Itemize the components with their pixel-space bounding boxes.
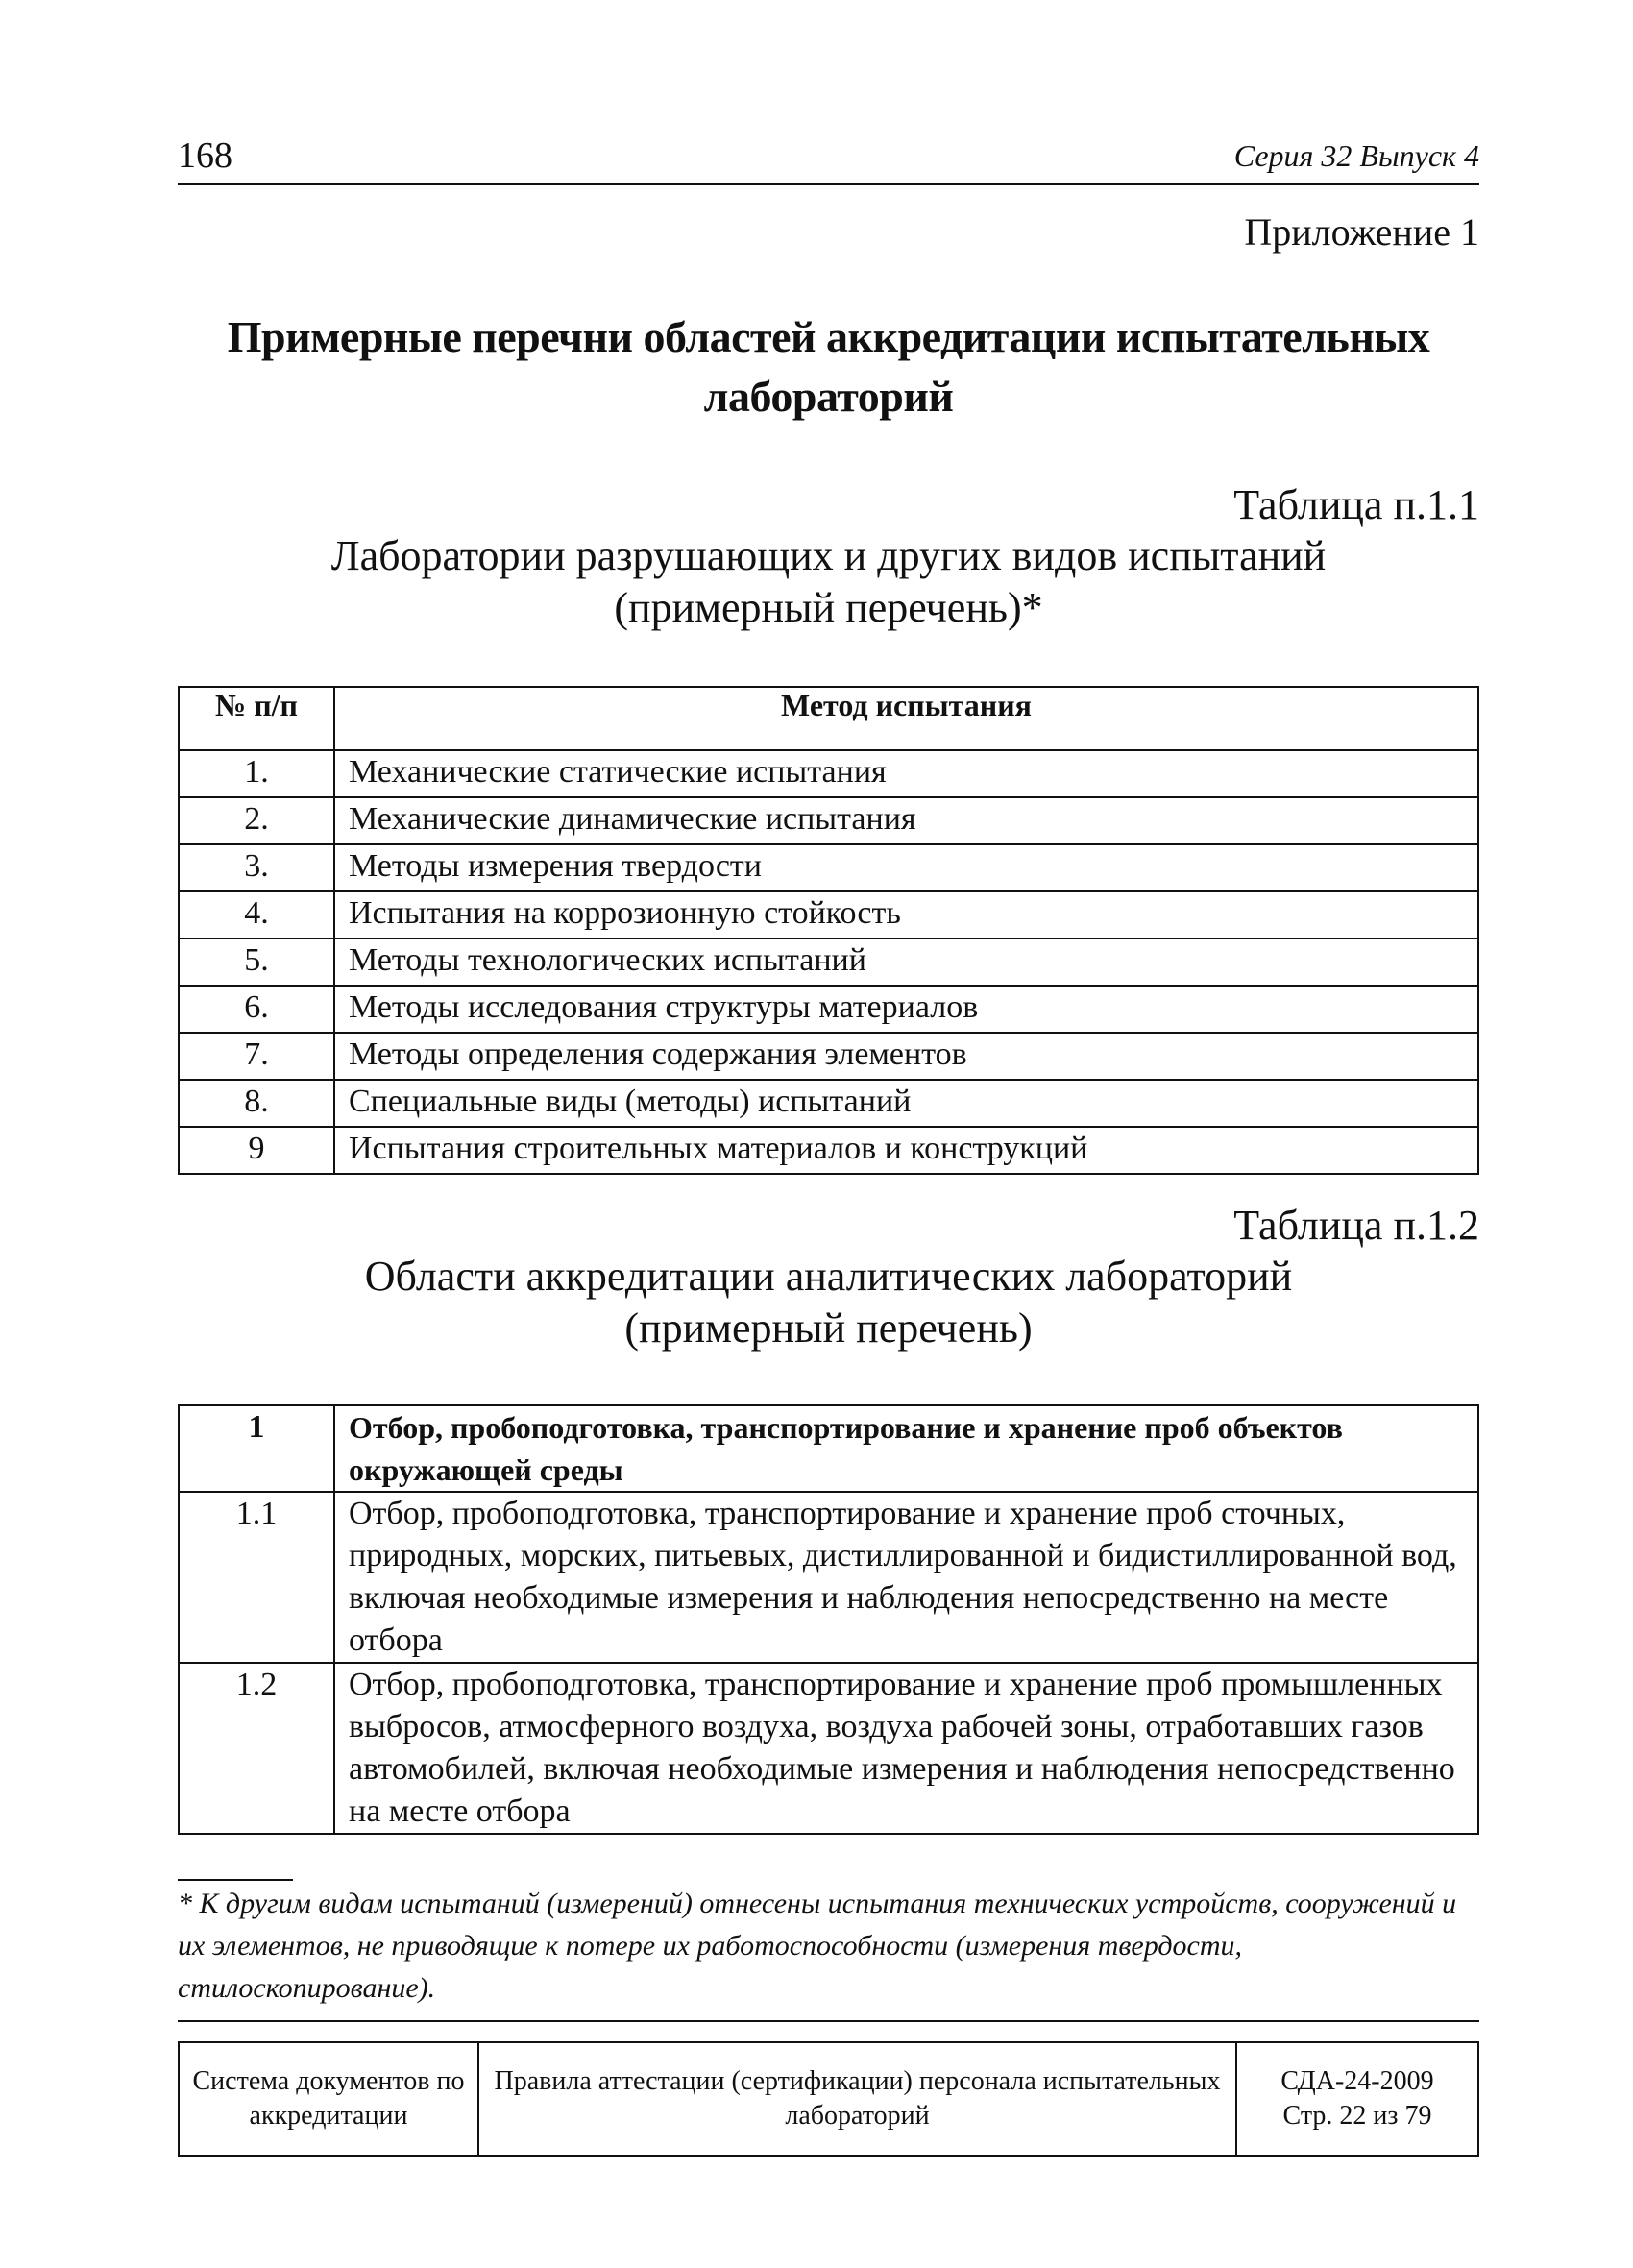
row-number: 1: [179, 1405, 334, 1492]
table-row: [179, 750, 1478, 797]
document-footer: [178, 2041, 1479, 2157]
row-text: Отбор, пробоподготовка, транспортирование и хранение проб объектов окружающей среды: [334, 1405, 1478, 1492]
row-method: Механические статические испытания: [334, 750, 1478, 797]
footer-document-id: [1236, 2042, 1478, 2156]
row-number: 7.: [179, 1033, 334, 1080]
table-row: [179, 891, 1478, 939]
table2-label: Таблица п.1.2: [1233, 1202, 1479, 1249]
table-row: [179, 986, 1478, 1033]
running-header: [178, 134, 1479, 185]
row-method: Методы исследования структуры материалов: [334, 986, 1478, 1033]
row-method: Методы технологических испытаний: [334, 939, 1478, 986]
table-row: [179, 1405, 1478, 1492]
row-number: 4.: [179, 891, 334, 939]
table-row: [179, 844, 1478, 891]
table1-col-num-header: № п/п: [179, 687, 334, 750]
row-number: 5.: [179, 939, 334, 986]
row-number: 1.1: [179, 1492, 334, 1663]
table-row: [179, 1492, 1478, 1663]
table2-caption-line-1: Области аккредитации аналитических лабораторий: [364, 1253, 1293, 1300]
footnote-divider: [178, 1879, 293, 1881]
table1-caption: [178, 530, 1479, 634]
footer-divider: [178, 2020, 1479, 2022]
row-method: Методы измерения твердости: [334, 844, 1478, 891]
table2: [178, 1404, 1479, 1835]
series-label: Серия 32 Выпуск 4: [1233, 138, 1479, 173]
table-row: [179, 797, 1478, 844]
table-row: [179, 1663, 1478, 1834]
page-title-line-2: лабораторий: [703, 372, 954, 421]
row-number: 2.: [179, 797, 334, 844]
row-number: 9: [179, 1127, 334, 1174]
footer-page-count: Стр. 22 из 79: [1282, 2101, 1432, 2131]
table1-caption-line-1: Лаборатории разрушающих и других видов испытаний: [330, 532, 1327, 579]
page-number: 168: [178, 135, 232, 176]
table-row: [179, 1080, 1478, 1127]
footer-system-name: Система документов по аккредитации: [179, 2042, 478, 2156]
table-row: [179, 939, 1478, 986]
footer-document-code: СДА-24-2009: [1280, 2066, 1434, 2096]
table1-caption-line-2: (примерный перечень)*: [614, 584, 1043, 631]
footer-document-title: Правила аттестации (сертификации) персонала испытательных лабораторий: [478, 2042, 1236, 2156]
table2-caption: [178, 1251, 1479, 1354]
table1-label: Таблица п.1.1: [1233, 481, 1479, 528]
row-method: Механические динамические испытания: [334, 797, 1478, 844]
row-number: 1.2: [179, 1663, 334, 1834]
row-method: Испытания строительных материалов и конструкций: [334, 1127, 1478, 1174]
table1-col-method-header: Метод испытания: [334, 687, 1478, 750]
row-number: 3.: [179, 844, 334, 891]
footer-row: [179, 2042, 1478, 2156]
row-method: Методы определения содержания элементов: [334, 1033, 1478, 1080]
row-number: 1.: [179, 750, 334, 797]
appendix-label: Приложение 1: [1244, 210, 1479, 254]
table1: [178, 686, 1479, 1175]
page-title-line-1: Примерные перечни областей аккредитации испытательных: [227, 312, 1430, 361]
row-method: Специальные виды (методы) испытаний: [334, 1080, 1478, 1127]
row-text: Отбор, пробоподготовка, транспортирование и хранение проб сточных, природных, морских, питьевых, дистиллированной и бидистиллированной вод, включая необходимые измерения и наблюдения непосредственно на месте отбора: [334, 1492, 1478, 1663]
page-title: [178, 307, 1479, 427]
table-row: [179, 1033, 1478, 1080]
table-row: [179, 1127, 1478, 1174]
row-number: 8.: [179, 1080, 334, 1127]
table1-header-row: [179, 687, 1478, 750]
row-text: Отбор, пробоподготовка, транспортирование и хранение проб промышленных выбросов, атмосферного воздуха, воздуха рабочей зоны, отработавших газов автомобилей, включая необходимые измерения и наблюдения непосредственно на месте отбора: [334, 1663, 1478, 1834]
row-number: 6.: [179, 986, 334, 1033]
footnote: * К другим видам испытаний (измерений) отнесены испытания технических устройств, сооружений и их элементов, не приводящие к потере их работоспособности (измерения твердости, стилоскопирование).: [178, 1888, 1457, 2004]
table2-caption-line-2: (примерный перечень): [624, 1305, 1033, 1352]
row-method: Испытания на коррозионную стойкость: [334, 891, 1478, 939]
